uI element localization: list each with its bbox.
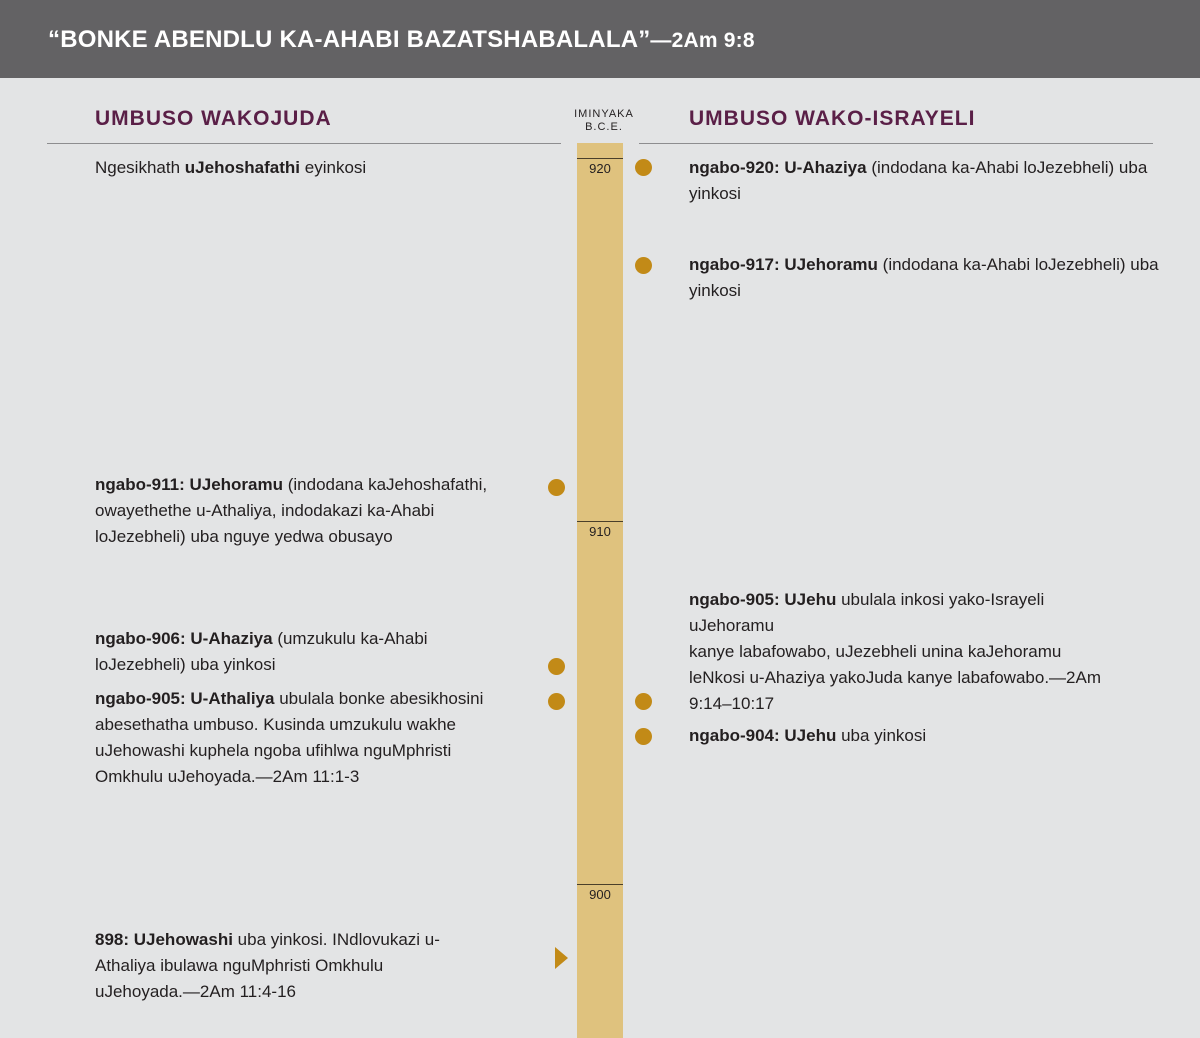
- event-text: eyinkosi: [300, 158, 367, 177]
- marker-judah-905: [548, 693, 565, 710]
- tick-910: [577, 521, 623, 522]
- event-text: kanye labafowabo, uJezebheli unina kaJehoramu leNkosi u-Ahaziya yakoJuda kanye labafowabo.—2Am 9:14–10:17: [689, 642, 1102, 713]
- event-text: uba yinkosi: [836, 726, 927, 745]
- left-divider: [47, 143, 561, 144]
- tick-label-910: 910: [589, 524, 611, 539]
- tick-920: [577, 158, 623, 159]
- right-divider: [639, 143, 1153, 144]
- israel-event: [689, 252, 1159, 304]
- marker-judah-911: [548, 479, 565, 496]
- judah-event: [95, 927, 455, 1005]
- event-name: ngabo-911: UJehoramu: [95, 475, 283, 494]
- years-label-line2: B.C.E.: [585, 121, 623, 133]
- marker-israel-917: [635, 257, 652, 274]
- event-text: ubulala bonke abesikhosini abesethatha umbuso. Kusinda umzukulu wakhe uJehowashi kuphela ngoba ufihlwa nguMphristi Omkhulu uJehoyada.—2Am 11:1-3: [95, 689, 484, 786]
- judah-event: [95, 626, 475, 678]
- event-text: ubulala inkosi yako-Israyeli uJehoramu: [689, 590, 1045, 635]
- event-name: ngabo-904: UJehu: [689, 726, 837, 745]
- event-name: ngabo-905: UJehu: [689, 590, 837, 609]
- event-name: ngabo-906: U-Ahaziya: [95, 629, 273, 648]
- marker-israel-904: [635, 728, 652, 745]
- event-text: (indodana ka-Ahabi loJezebheli) uba yinkosi: [689, 255, 1159, 300]
- israel-event: [689, 723, 1159, 749]
- judah-event: [95, 155, 535, 181]
- event-name: ngabo-917: UJehoramu: [689, 255, 878, 274]
- arrow-judah-898: [555, 947, 568, 969]
- tick-label-920: 920: [589, 161, 611, 176]
- tick-900: [577, 884, 623, 885]
- marker-judah-906: [548, 658, 565, 675]
- israel-event: [689, 587, 1109, 717]
- event-text: uba yinkosi. INdlovukazi u-Athaliya ibulawa nguMphristi Omkhulu uJehoyada.—2Am 11:4-16: [95, 930, 440, 1001]
- marker-israel-905: [635, 693, 652, 710]
- marker-israel-920: [635, 159, 652, 176]
- tick-label-900: 900: [589, 887, 611, 902]
- event-text: (indodana ka-Ahabi loJezebheli) uba yinkosi: [689, 158, 1148, 203]
- page-title: [48, 26, 755, 54]
- judah-event: [95, 472, 520, 550]
- years-label: [556, 108, 652, 134]
- title-scripture-ref: —2Am 9:8: [650, 29, 755, 52]
- judah-event: [95, 686, 520, 790]
- event-text: (umzukulu ka-Ahabi loJezebheli) uba yinkosi: [95, 629, 428, 674]
- title-text: “BONKE ABENDLU KA-AHABI BAZATSHABALALA”: [48, 26, 651, 53]
- israel-heading: UMBUSO WAKO-ISRAYELI: [689, 107, 976, 130]
- event-text: Ngesikhath: [95, 158, 185, 177]
- timeline-track: [577, 143, 623, 1038]
- event-name: ngabo-920: U-Ahaziya: [689, 158, 867, 177]
- israel-event: [689, 155, 1159, 207]
- event-name: ngabo-905: U-Athaliya: [95, 689, 275, 708]
- title-banner: [0, 0, 1200, 78]
- judah-heading: UMBUSO WAKOJUDA: [95, 107, 332, 130]
- years-label-line1: IMINYAKA: [574, 108, 634, 120]
- event-text: (indodana kaJehoshafathi, owayethethe u-Athaliya, indodakazi ka-Ahabi loJezebheli) uba nguye yedwa obusayo: [95, 475, 488, 546]
- event-name: uJehoshafathi: [184, 158, 301, 177]
- event-name: 898: UJehowashi: [95, 930, 233, 949]
